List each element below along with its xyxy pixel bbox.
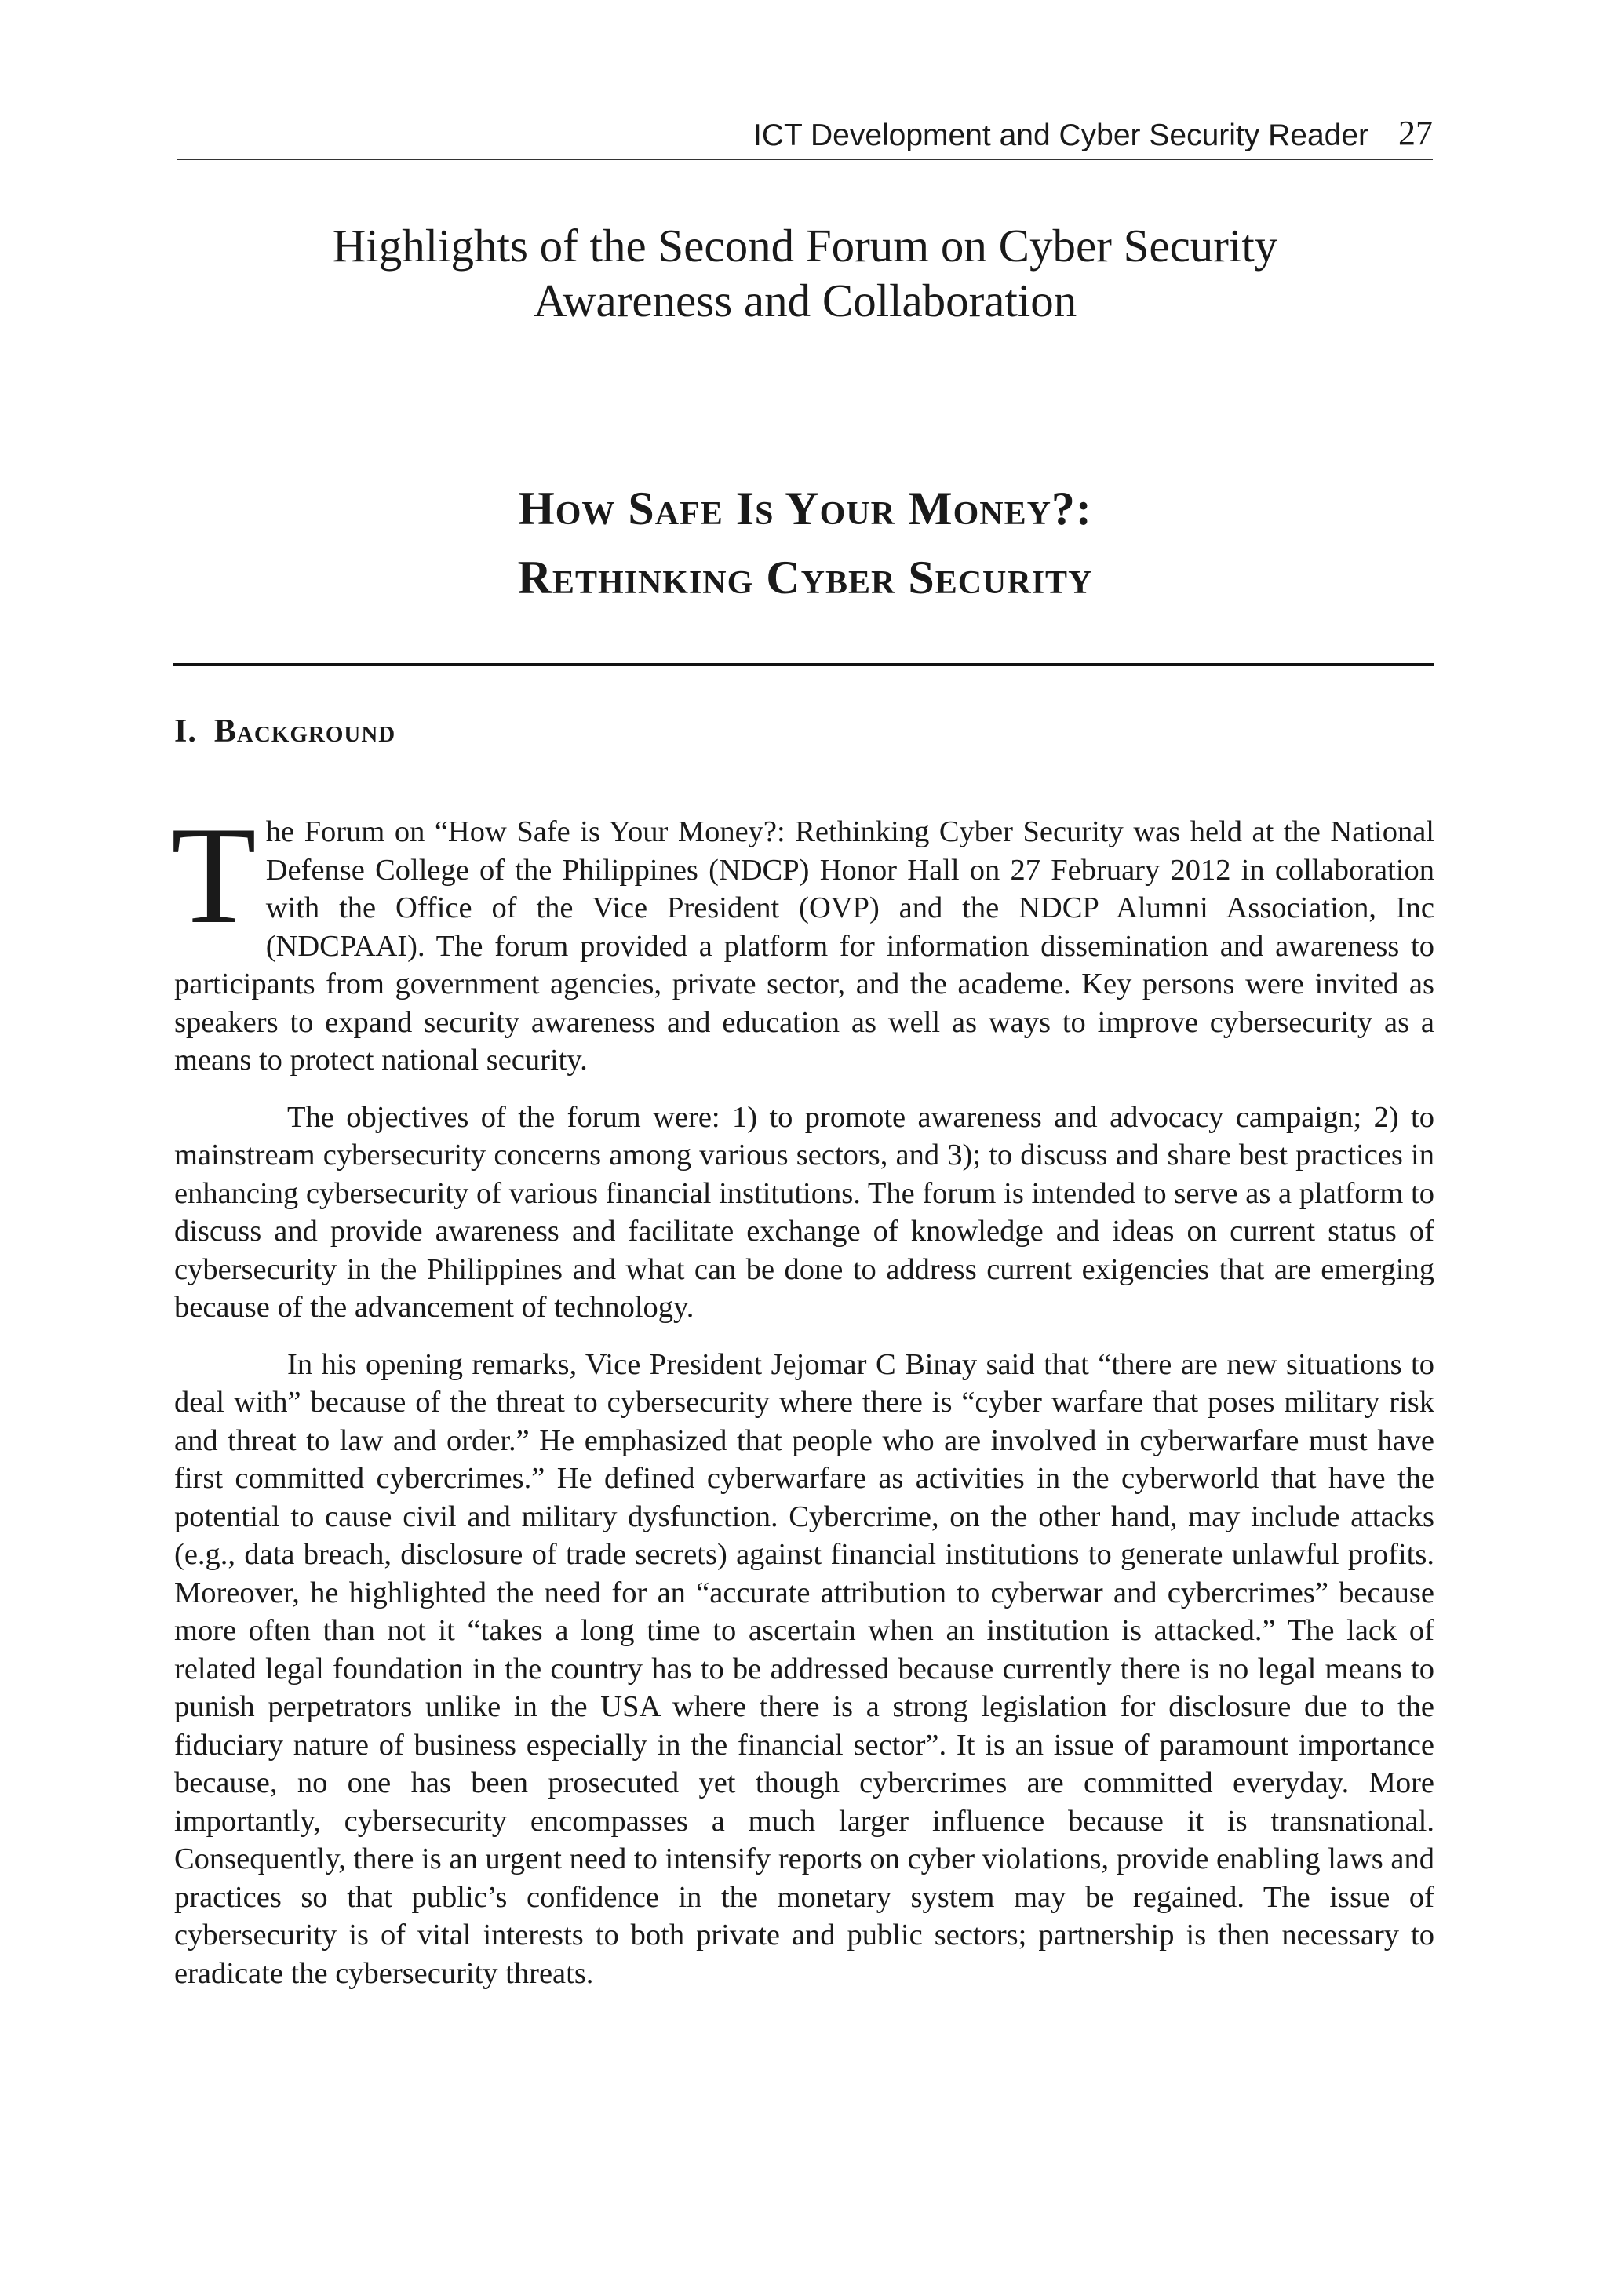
forum-title (177, 218, 1433, 328)
section-heading (174, 712, 395, 750)
paragraph-1 (171, 797, 1434, 1080)
page-number: 27 (1398, 114, 1433, 152)
running-head (177, 116, 1433, 160)
paragraph-3: In his opening remarks, Vice President Jejomar C Binay said that “there are new situations to deal with” because of the threat to cybersecurity where there is “cyber warfare that poses military risk and threat to law and order.” He emphasized that people who are involved in cyberwarfare must have first committed cybercrimes.” He defined cyberwarfare as activities in the cyberworld that have the potential to cause civil and military dysfunction. Cybercrime, on the other hand, may include attacks (e.g., data breach, disclosure of trade secrets) against financial institutions to generate unlawful profits. Moreover, he highlighted the need for an “accurate attribution to cyberwar and cybercrimes” because more often than not it “takes a long time to ascertain when an institution is attacked.” The lack of related legal foundation in the country has to be addressed because currently there is no legal means to punish perpetrators unlike in the USA where there is a strong legislation for disclosure due to the fiduciary nature of business especially in the financial sector”. It is an issue of paramount importance because, no one has been prosecuted yet though cybercrimes are committed everyday. More importantly, cybersecurity encompasses a much larger influence because it is transnational. Consequently, there is an urgent need to intensify reports on cyber violations, provide enabling laws and practices so that public’s confidence in the monetary system may be regained. The issue of cybersecurity is of vital interests to both private and public sectors; partnership is then necessary to eradicate the cybersecurity threats. (174, 1347, 1434, 1990)
drop-cap: T (171, 797, 257, 953)
title-divider (173, 663, 1434, 666)
article-title-line-2: Rethinking Cyber Security (517, 552, 1093, 603)
paragraph-1-text: he Forum on “How Safe is Your Money?: Rethinking Cyber Security was held at the National Defense College of the Philippines (NDCP) Honor Hall on 27 February 2012 in collaboration with the Office of the Vice President (OVP) and the NDCP Alumni Association, Inc (NDCPAAI). The forum provided a platform for information dissemination and awareness to participants from government agencies, private sector, and the academe. Key persons were invited as speakers to expand security awareness and education as well as ways to improve cybersecurity as a means to protect national security. (174, 815, 1434, 1077)
article-body (171, 797, 1434, 2011)
running-head-title: ICT Development and Cyber Security Reader (753, 118, 1368, 152)
section-number: I. (174, 713, 197, 749)
forum-title-line-2: Awareness and Collaboration (533, 275, 1077, 326)
article-title-line-1: How Safe Is Your Money?: (518, 483, 1092, 534)
paragraph-2: The objectives of the forum were: 1) to promote awareness and advocacy campaign; 2) to mainstream cybersecurity concerns among various sectors, and 3); to discuss and share best practices in enhancing cybersecurity of various financial institutions. The forum is intended to serve as a platform to discuss and provide awareness and facilitate exchange of knowledge and ideas on current status of cybersecurity in the Philippines and what can be done to address current exigencies that are emerging because of the advancement of technology. (174, 1100, 1434, 1324)
forum-title-line-1: Highlights of the Second Forum on Cyber Security (332, 220, 1278, 272)
article-title (177, 474, 1433, 612)
section-title: Background (213, 713, 396, 749)
